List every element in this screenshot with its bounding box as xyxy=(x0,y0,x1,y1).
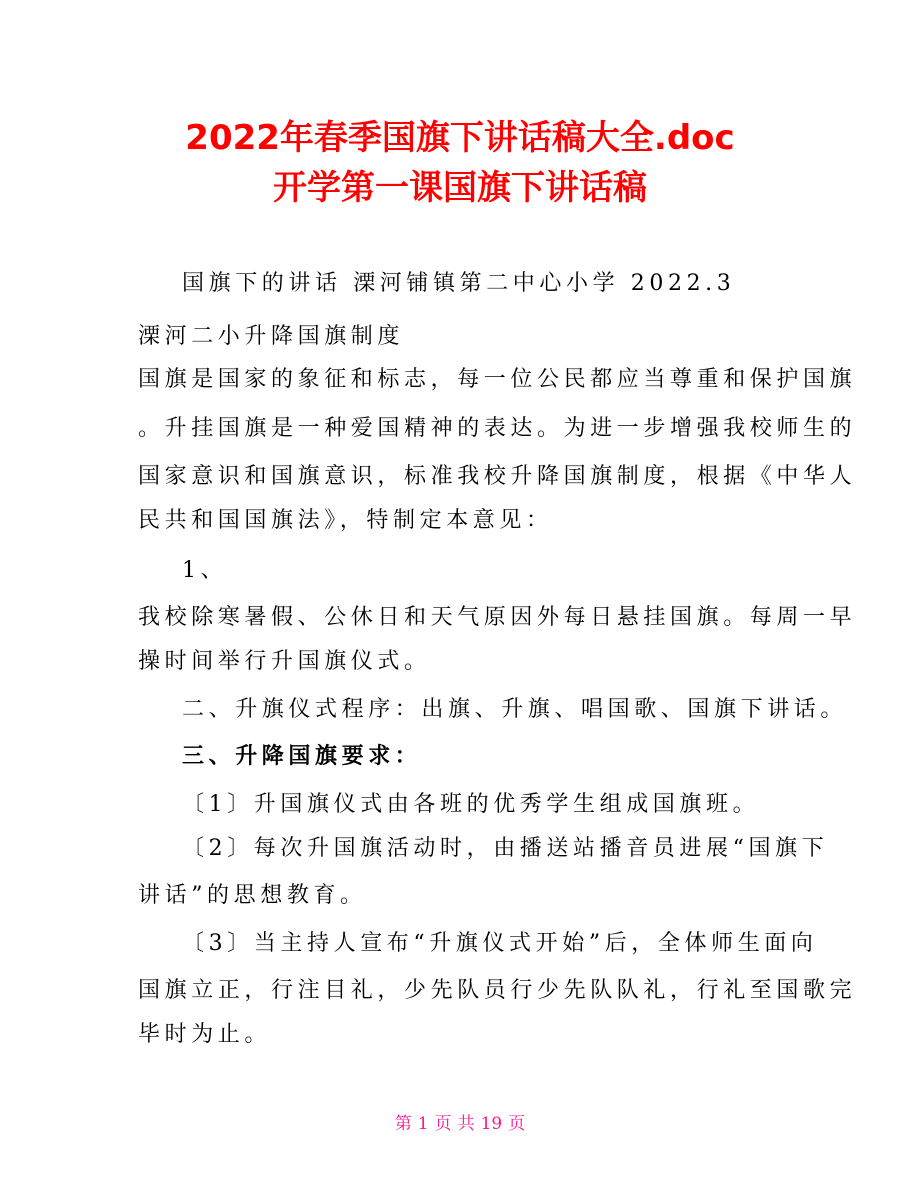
document-title: 2022年春季国旗下讲话稿大全.doc xyxy=(185,118,735,158)
paragraph-line: 民共和国国旗法》，特制定本意见： xyxy=(138,508,553,533)
page-number-footer xyxy=(0,1112,920,1136)
paragraph-line: 我校除寒暑假、公休日和天气原因外每日悬挂国旗。每周一早 xyxy=(138,605,857,630)
section-heading-3: 三、升降国旗要求： xyxy=(182,743,422,769)
footer-prefix: 第 xyxy=(394,1114,412,1134)
paragraph-line: 国旗是国家的象征和标志，每一位公民都应当尊重和保护国旗 xyxy=(138,367,857,392)
paragraph-line: 溧河二小升降国旗制度 xyxy=(138,324,405,349)
paragraph-line: 毕时为止。 xyxy=(138,1022,272,1047)
footer-total-pages: 19 xyxy=(480,1114,503,1134)
paragraph-line: 国旗下的讲话 溧河铺镇第二中心小学 2022.3 xyxy=(182,271,736,296)
footer-page-word: 页 xyxy=(434,1114,452,1134)
requirement-item-1: 〔1〕升国旗仪式由各班的优秀学生组成国旗班。 xyxy=(182,792,760,817)
footer-current-page: 1 xyxy=(417,1114,429,1134)
paragraph-line: 。升挂国旗是一种爱国精神的表达。为进一步增强我校师生的 xyxy=(138,416,857,441)
paragraph-line: 国旗立正，行注目礼，少先队员行少先队队礼，行礼至国歌完 xyxy=(138,978,857,1003)
footer-total-word: 共 xyxy=(457,1114,475,1134)
list-number: 1、 xyxy=(182,558,228,583)
section-heading-2: 二、升旗仪式程序：出旗、升旗、唱国歌、国旗下讲话。 xyxy=(182,697,848,722)
paragraph-line: 国家意识和国旗意识，标准我校升降国旗制度，根据《中华人 xyxy=(138,464,857,489)
requirement-item-2: 〔2〕每次升国旗活动时，由播送站播音员进展“国旗下 xyxy=(182,836,829,861)
paragraph-line: 讲话”的思想教育。 xyxy=(138,883,367,908)
footer-suffix: 页 xyxy=(508,1114,526,1134)
document-subtitle: 开学第一课国旗下讲话稿 xyxy=(273,168,647,208)
paragraph-line: 操时间举行升国旗仪式。 xyxy=(138,649,431,674)
requirement-item-3: 〔3〕当主持人宣布“升旗仪式开始”后，全体师生面向 xyxy=(182,931,818,956)
